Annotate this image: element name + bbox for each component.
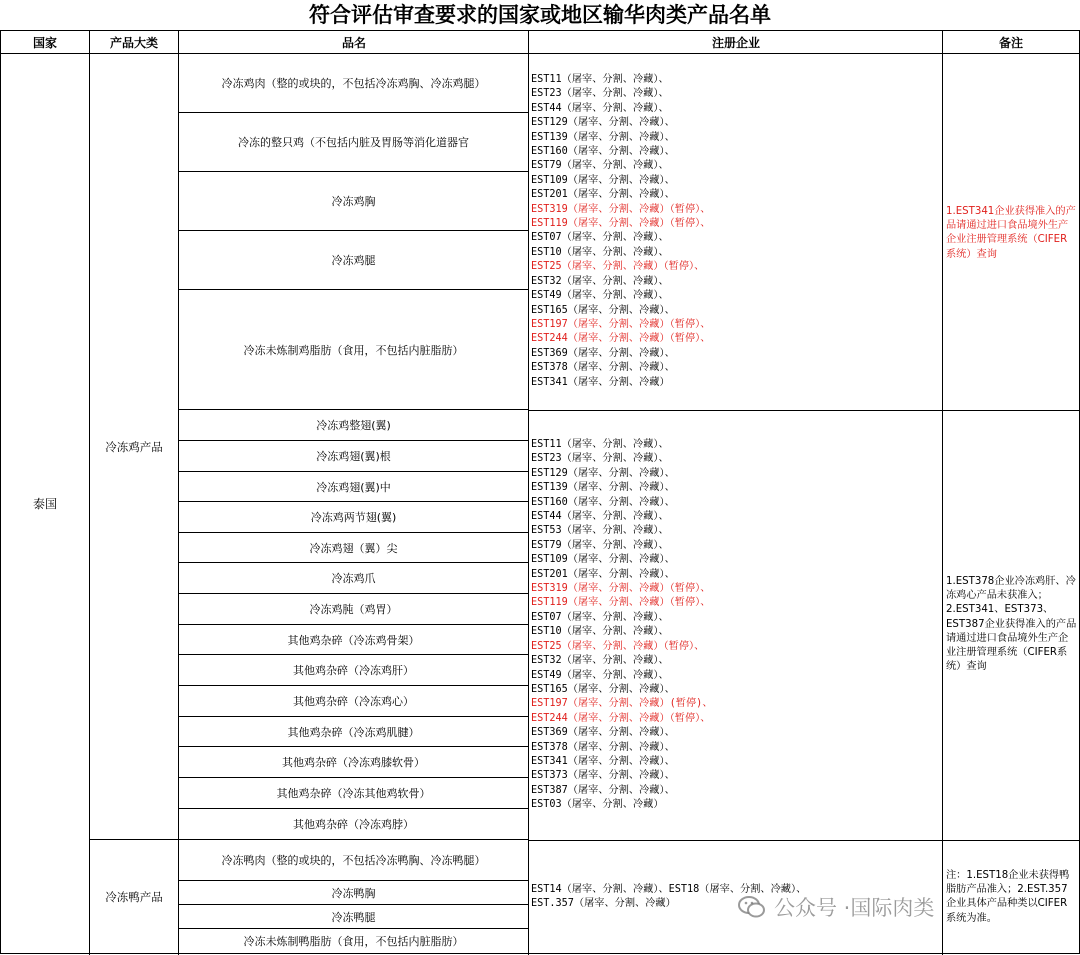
enterprise-entry: EST25（屠宰、分割、冷藏）（暂停）、 [531, 640, 705, 652]
product-name-cell: 冷冻的整只鸡（不包括内脏及胃肠等消化道器官 [179, 113, 528, 172]
enterprise-entry: EST14（屠宰、分割、冷藏）、EST18（屠宰、分割、冷藏）、 [531, 884, 807, 895]
enterprise-entry: EST319（屠宰、分割、冷藏）（暂停）、 [531, 583, 711, 595]
enterprise-entry: EST44（屠宰、分割、冷藏）、 [531, 102, 669, 114]
enterprise-entry: EST139（屠宰、分割、冷藏）、 [531, 482, 675, 494]
enterprise-entry: EST373（屠宰、分割、冷藏）、 [531, 770, 675, 782]
remark-cell: 1.EST341企业获得准入的产品请通过进口食品境外生产企业注册管理系统（CIFER系统）查询 [946, 206, 1076, 260]
enterprise-entry: EST07（屠宰、分割、冷藏）、 [531, 611, 669, 623]
watermark-prefix: 公众号 · [774, 896, 851, 920]
enterprise-list [531, 438, 713, 813]
category-chicken: 冷冻鸡产品 [90, 54, 178, 840]
product-name-cell: 其他鸡杂碎（冷冻其他鸡软骨） [179, 778, 528, 809]
enterprise-entry: EST109（屠宰、分割、冷藏）、 [531, 174, 675, 186]
watermark-name: 国际肉类 [850, 896, 935, 920]
enterprise-entry: EST11（屠宰、分割、冷藏）、 [531, 74, 669, 85]
product-name-cell: 冷冻鸡胸 [179, 172, 528, 231]
col-divider [942, 31, 943, 955]
enterprise-entry: EST03（屠宰、分割、冷藏） [531, 799, 664, 811]
country-cell: 泰国 [32, 497, 57, 511]
product-name-cell: 冷冻鸡翅（翼）尖 [179, 533, 528, 563]
col-divider [528, 31, 529, 955]
enterprise-entry: EST23（屠宰、分割、冷藏）、 [531, 453, 669, 465]
enterprise-entry: EST201（屠宰、分割、冷藏）、 [531, 568, 675, 580]
product-name-cell: 冷冻鸡爪 [179, 563, 528, 594]
enterprise-entry: EST197（屠宰、分割、冷藏）(暂停)、 [531, 698, 713, 710]
row-divider [529, 840, 1079, 841]
enterprise-entry: EST244（屠宰、分割、冷藏）（暂停）、 [531, 712, 711, 724]
enterprise-entry: EST44（屠宰、分割、冷藏）、 [531, 511, 669, 523]
enterprise-entry: EST10（屠宰、分割、冷藏）、 [531, 626, 669, 638]
product-name-cell: 冷冻鸡两节翅(翼) [179, 502, 528, 533]
enterprise-entry: EST341（屠宰、分割、冷藏）、 [531, 755, 675, 767]
header-product-name: 品名 [179, 31, 529, 54]
page-title: 符合评估审查要求的国家或地区输华肉类产品名单 [309, 2, 771, 27]
enterprise-entry: EST201（屠宰、分割、冷藏）、 [531, 189, 675, 201]
enterprise-entry: EST32（屠宰、分割、冷藏）、 [531, 655, 669, 667]
header-remark: 备注 [943, 31, 1079, 54]
product-name-cell: 冷冻鸭胸 [179, 881, 528, 905]
enterprise-entry: EST49（屠宰、分割、冷藏）、 [531, 669, 669, 681]
enterprise-entry: EST23（屠宰、分割、冷藏）、 [531, 88, 669, 100]
enterprise-entry: EST10（屠宰、分割、冷藏）、 [531, 246, 669, 258]
enterprise-entry: EST165（屠宰、分割、冷藏）、 [531, 304, 675, 316]
enterprise-entry: EST197（屠宰、分割、冷藏）（暂停）、 [531, 318, 711, 330]
product-name-cell: 冷冻鸡翅(翼)根 [179, 441, 528, 472]
enterprise-entry: EST378（屠宰、分割、冷藏）、 [531, 741, 675, 753]
enterprise-entry: EST53（屠宰、分割、冷藏）、 [531, 525, 669, 537]
enterprise-entry: EST11（屠宰、分割、冷藏）、 [531, 439, 669, 450]
product-name-cell: 冷冻鸭腿 [179, 905, 528, 929]
enterprise-entry: EST109（屠宰、分割、冷藏）、 [531, 554, 675, 566]
enterprise-entry: EST319（屠宰、分割、冷藏）（暂停）、 [531, 203, 711, 215]
product-name-cell: 冷冻鸡肫（鸡胃） [179, 594, 528, 625]
enterprise-entry: EST79（屠宰、分割、冷藏）、 [531, 539, 669, 551]
product-name-cell: 冷冻鸡肉（整的或块的，不包括冷冻鸡胸、冷冻鸡腿） [179, 54, 528, 113]
product-name-cell: 其他鸡杂碎（冷冻鸡肌腱） [179, 717, 528, 747]
enterprise-entry: EST244（屠宰、分割、冷藏）（暂停）、 [531, 333, 711, 345]
header-enterprise: 注册企业 [529, 31, 943, 54]
enterprise-entry: EST139（屠宰、分割、冷藏）、 [531, 131, 675, 143]
enterprise-entry: EST129（屠宰、分割、冷藏）、 [531, 117, 675, 129]
product-name-cell: 冷冻鸡腿 [179, 231, 528, 290]
header-category: 产品大类 [89, 31, 179, 54]
enterprise-entry: EST378（屠宰、分割、冷藏）、 [531, 362, 675, 374]
wechat-watermark [738, 892, 934, 922]
product-name-cell: 冷冻鸡翅(翼)中 [179, 472, 528, 502]
enterprise-entry: EST32（屠宰、分割、冷藏）、 [531, 275, 669, 287]
enterprise-entry: EST79（屠宰、分割、冷藏）、 [531, 160, 669, 172]
product-table [0, 30, 1080, 954]
enterprise-entry: EST369（屠宰、分割、冷藏）、 [531, 727, 675, 739]
product-name-cell: 其他鸡杂碎（冷冻鸡膝软骨） [179, 747, 528, 778]
header-country: 国家 [1, 31, 89, 54]
enterprise-entry: EST.357（屠宰、分割、冷藏） [531, 898, 676, 910]
enterprise-entry: EST160（屠宰、分割、冷藏）、 [531, 496, 675, 508]
enterprise-entry: EST369（屠宰、分割、冷藏）、 [531, 347, 675, 359]
remark-cell: 1.EST378企业冷冻鸡肝、冷冻鸡心产品未获准入；2.EST341、EST373、EST387企业获得准入的产品请通过进口食品境外生产企业注册管理系统（CIFER系统）查询 [946, 576, 1077, 673]
enterprise-entry: EST119（屠宰、分割、冷藏）（暂停）、 [531, 218, 711, 230]
product-name-cell: 其他鸡杂碎（冷冻鸡肝） [179, 655, 528, 686]
enterprise-entry: EST160（屠宰、分割、冷藏）、 [531, 146, 675, 158]
wechat-icon [738, 895, 766, 919]
enterprise-entry: EST129（屠宰、分割、冷藏）、 [531, 467, 675, 479]
row-divider [529, 410, 1079, 411]
product-name-cell: 其他鸡杂碎（冷冻鸡骨架） [179, 625, 528, 655]
product-name-cell: 冷冻未炼制鸡脂肪（食用，不包括内脏脂肪） [179, 290, 528, 410]
product-name-cell: 其他鸡杂碎（冷冻鸡心） [179, 686, 528, 717]
category-duck: 冷冻鸭产品 [105, 889, 163, 904]
enterprise-entry: EST07（屠宰、分割、冷藏）、 [531, 232, 669, 244]
enterprise-entry: EST119（屠宰、分割、冷藏）（暂停）、 [531, 597, 711, 609]
product-name-cell: 冷冻鸡整翅(翼) [179, 410, 528, 441]
remark-cell: 注：1.EST18企业未获得鸭脂肪产品准入；2.EST.357企业具体产品种类以CIFER系统为准。 [946, 870, 1070, 924]
product-name-cell: 其他鸡杂碎（冷冻鸡脖） [179, 809, 528, 840]
enterprise-entry: EST341（屠宰、分割、冷藏） [531, 376, 670, 388]
enterprise-entry: EST49（屠宰、分割、冷藏）、 [531, 290, 669, 302]
enterprise-entry: EST387（屠宰、分割、冷藏）、 [531, 784, 675, 796]
product-name-cell: 冷冻未炼制鸭脂肪（食用，不包括内脏脂肪） [243, 935, 464, 948]
enterprise-list [531, 73, 710, 390]
enterprise-entry: EST25（屠宰、分割、冷藏）（暂停）、 [531, 261, 705, 273]
product-name-cell: 冷冻鸭肉（整的或块的，不包括冷冻鸭胸、冷冻鸭腿） [179, 840, 528, 881]
enterprise-entry: EST165（屠宰、分割、冷藏）、 [531, 683, 675, 695]
